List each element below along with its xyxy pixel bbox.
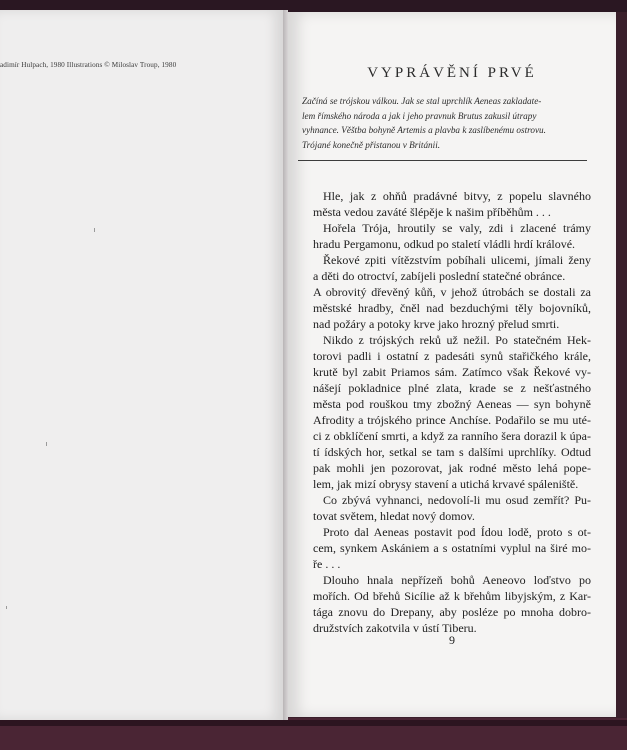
body-line: krutě byl zabit Priamos sám. Zatímco však Řekové vy-	[313, 365, 591, 379]
body-line: Řekové zpiti vítězstvím pobíhali ulicemi, jímali ženy	[323, 253, 591, 267]
body-line: Dlouho hnala nepřízeň bohů Aeneovo loďstvo po	[323, 573, 591, 587]
body-line: družstvích zakotvila v ústí Tiberu.	[313, 621, 477, 635]
body-line: cem, synkem Askániem a s ostatními vyplul na širé mo-	[313, 541, 591, 555]
body-line: Co zbývá vyhnanci, nedovolí-li mu osud zemřít? Pu-	[323, 493, 591, 507]
body-line: mořích. Od břehů Sicílie až k břehům libyjským, z Kar-	[313, 589, 591, 603]
body-line: Afrodity a trójského prince Anchíse. Podařilo se mu uté-	[313, 413, 591, 427]
chapter-summary	[302, 94, 601, 152]
body-line: Proto dal Aeneas postavit pod Ídou lodě, proto s ot-	[323, 525, 591, 539]
body-line: lem, jak mizí obrysy stavení a utichá krvavé spáleniště.	[313, 477, 579, 491]
summary-line: lem římského národa a jak i jeho pravnuk Brutus zakusil útrapy	[302, 110, 537, 121]
body-line: Hle, jak z ohňů pradávné bitvy, z popelu slavného	[323, 189, 591, 203]
body-line: tága znovu do Drepany, aby posléze po mnoha dobro-	[313, 605, 591, 619]
body-line: nad požáry a potoky krve jako hrozný přelud smrti.	[313, 317, 560, 331]
body-line: Nikdo z trójských reků už nežil. Po statečném Hek-	[323, 333, 591, 347]
body-line: a děti do otroctví, zabíjeli poslední statečné obránce.	[313, 269, 566, 283]
copyright-credit: adimír Hulpach, 1980 Illustrations © Miloslav Troup, 1980	[0, 61, 177, 69]
page-speck	[94, 228, 95, 232]
bottom-edge-shadow	[0, 720, 627, 726]
page-speck	[6, 606, 7, 609]
body-line: hradu Pergamonu, odkud po staletí vládli hrdí králové.	[313, 237, 576, 251]
body-line: ře . . .	[313, 557, 341, 571]
body-line: města vedou zaváté šlépěje k našim příběhům . . .	[313, 205, 551, 219]
body-line: torovi padli i ostatní z padesáti synů stařičkého krále,	[313, 349, 591, 363]
page-number: 9	[449, 633, 455, 647]
body-line: pak mohli jen pozorovat, jak rodné město lehá pope-	[313, 461, 591, 475]
summary-divider	[298, 160, 587, 161]
right-page	[288, 12, 616, 717]
summary-line: Trójané konečně přistanou v Británii.	[302, 139, 441, 150]
body-line: tovat světem, hledat nový domov.	[313, 509, 475, 523]
right-background	[616, 12, 627, 717]
body-line: městské hradby, čněl nad bezduchými těly bojovníků,	[313, 301, 591, 315]
summary-line: Začíná se trójskou válkou. Jak se stal uprchlík Aeneas zakladate-	[302, 96, 542, 106]
summary-line: vyhnance. Věštba bohyně Artemis a plavba k zaslíbenému ostrovu.	[302, 125, 546, 135]
body-line: A obrovitý dřevěný kůň, v jehož útrobách se dostali za	[313, 285, 591, 299]
body-line: tí ídských hor, setkal se tam s dalšími uprchlíky. Odtud	[313, 445, 591, 459]
chapter-title: VYPRÁVĚNÍ PRVÉ	[367, 65, 537, 81]
body-line: Hořela Trója, hroutily se valy, zdi i zlacené trámy	[323, 221, 591, 235]
body-line: města pod rouškou tmy zbožný Aeneas — syn bohyně	[313, 397, 591, 411]
body-line: nášejí pokladnice plné zlata, krade se z nešťastného	[313, 381, 591, 395]
body-line: ci z obklíčení smrti, a když za ranního šera dorazil k úpa-	[313, 429, 591, 443]
left-page	[0, 10, 283, 720]
page-speck	[46, 442, 47, 446]
